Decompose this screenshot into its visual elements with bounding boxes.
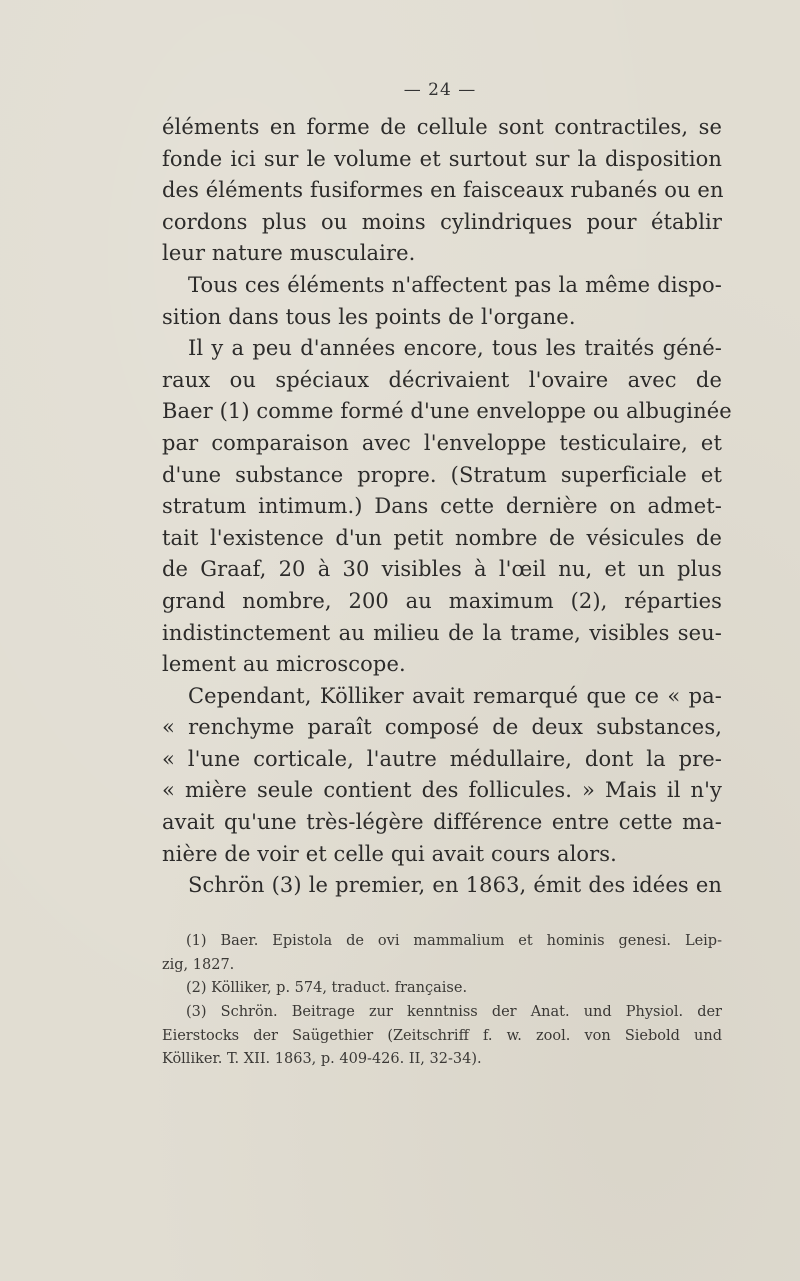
footnotes	[162, 930, 722, 1072]
text-line: éléments en forme de cellule sont contractiles, se	[162, 115, 722, 139]
text-line: lement au microscope.	[162, 652, 406, 677]
text-line: Schrön (3) le premier, en 1863, émit des idées en	[188, 873, 722, 898]
page-number: — 24 —	[403, 80, 477, 100]
text-line: indistinctement au milieu de la trame, visibles seu-	[162, 620, 722, 645]
text-line: raux ou spéciaux décrivaient l'ovaire avec de	[162, 367, 722, 392]
text-line: d'une substance propre. (Stratum superficiale et	[162, 462, 722, 487]
text-line: leur nature musculaire.	[162, 241, 416, 266]
text-line: fonde ici sur le volume et surtout sur la disposition	[162, 146, 722, 171]
footnote-line: (1) Baer. Epistola de ovi mammalium et hominis genesi. Leip-	[186, 933, 722, 949]
footnote-line: Eierstocks der Saügethier (Zeitschriff f. w. zool. von Siebold und	[162, 1027, 722, 1044]
text-line: des éléments fusiformes en faisceaux rubanés ou en	[162, 178, 724, 203]
footnote-line: Kölliker. T. XII. 1863, p. 409-426. II, 32-34).	[162, 1051, 482, 1068]
footnote-line: (2) Kölliker, p. 574, traduct. française.	[186, 980, 468, 997]
text-line: Tous ces éléments n'affectent pas la même dispo-	[188, 272, 722, 297]
text-line: de Graaf, 20 à 30 visibles à l'œil nu, et un plus	[162, 557, 722, 582]
text-line: grand nombre, 200 au maximum (2), réparties	[162, 588, 722, 613]
footnote-line: zig, 1827.	[162, 956, 235, 973]
text-line: « mière seule contient des follicules. » Mais il n'y	[162, 778, 722, 803]
body-text	[162, 112, 732, 902]
text-line: « renchyme paraît composé de deux substances,	[162, 715, 722, 740]
text-line: Il y a peu d'années encore, tous les traités géné-	[188, 336, 722, 361]
text-line: stratum intimum.) Dans cette dernière on admet-	[162, 494, 722, 519]
text-line: Baer (1) comme formé d'une enveloppe ou albuginée	[162, 399, 732, 424]
text-line: par comparaison avec l'enveloppe testiculaire, et	[162, 430, 722, 455]
text-line: sition dans tous les points de l'organe.	[162, 304, 576, 329]
text-line: cordons plus ou moins cylindriques pour établir	[162, 209, 722, 234]
text-line: tait l'existence d'un petit nombre de vésicules de	[162, 525, 722, 550]
text-line: « l'une corticale, l'autre médullaire, dont la pre-	[162, 746, 722, 771]
text-line: nière de voir et celle qui avait cours alors.	[162, 841, 617, 866]
footnote-line: (3) Schrön. Beitrage zur kenntniss der Anat. und Physiol. der	[186, 1004, 722, 1021]
text-line: Cependant, Kölliker avait remarqué que ce « pa-	[188, 683, 722, 708]
text-line: avait qu'une très-légère différence entre cette ma-	[162, 810, 722, 835]
